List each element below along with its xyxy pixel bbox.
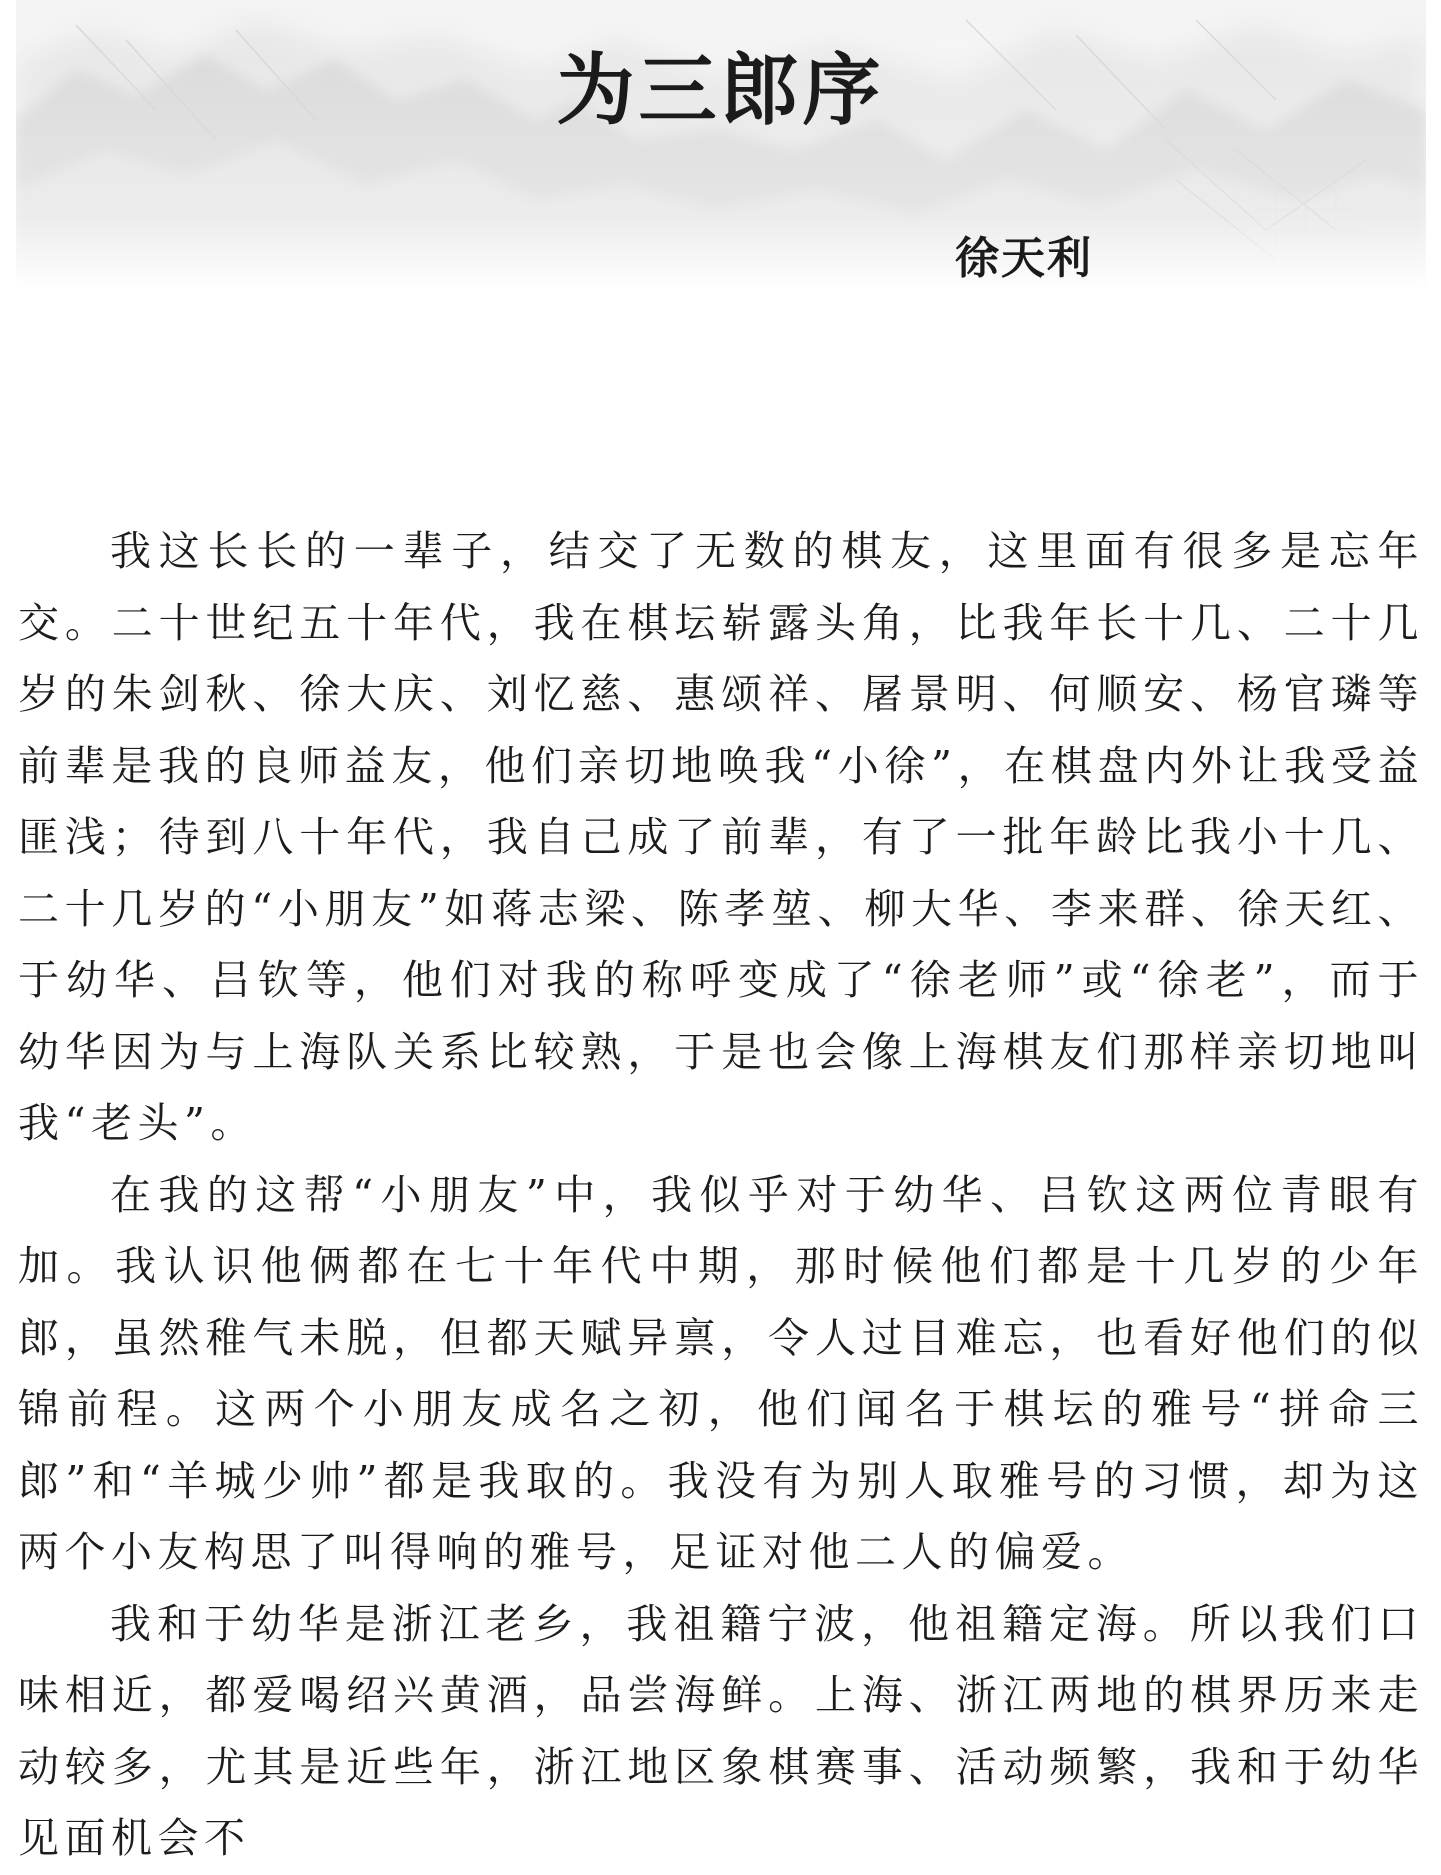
paragraph: 我这长长的一辈子，结交了无数的棋友，这里面有很多是忘年交。二十世纪五十年代，我在棋坛崭露头角，比我年长十几、二十几岁的朱剑秋、徐大庆、刘忆慈、惠颂祥、屠景明、何顺安、杨官璘等前辈是我的良师益友，他们亲切地唤我“小徐”，在棋盘内外让我受益匪浅；待到八十年代，我自己成了前辈，有了一批年龄比我小十几、二十几岁的“小朋友”如蒋志梁、陈孝堃、柳大华、李来群、徐天红、于幼华、吕钦等，他们对我的称呼变成了“徐老师”或“徐老”，而于幼华因为与上海队关系比较熟，于是也会像上海棋友们那样亲切地叫我“老头”。 [18, 527, 1424, 1147]
paragraph: 在我的这帮“小朋友”中，我似乎对于幼华、吕钦这两位青眼有加。我认识他俩都在七十年代中期，那时候他们都是十几岁的少年郎，虽然稚气未脱，但都天赋异禀，令人过目难忘，也看好他们的似锦前程。这两个小朋友成名之初，他们闻名于棋坛的雅号“拼命三郎”和“羊城少帅”都是我取的。我没有为别人取雅号的习惯，却为这两个小友构思了叫得响的雅号，足证对他二人的偏爱。 [18, 1170, 1424, 1576]
paragraph: 我和于幼华是浙江老乡，我祖籍宁波，他祖籍定海。所以我们口味相近，都爱喝绍兴黄酒，品尝海鲜。上海、浙江两地的棋界历来走动较多，尤其是近些年，浙江地区象棋赛事、活动频繁，我和于幼华见面机会不 [18, 1599, 1424, 1862]
article-body [18, 516, 1424, 1875]
article-title: 为三郎序 [556, 45, 885, 136]
author-name: 徐天利 [955, 233, 1093, 284]
